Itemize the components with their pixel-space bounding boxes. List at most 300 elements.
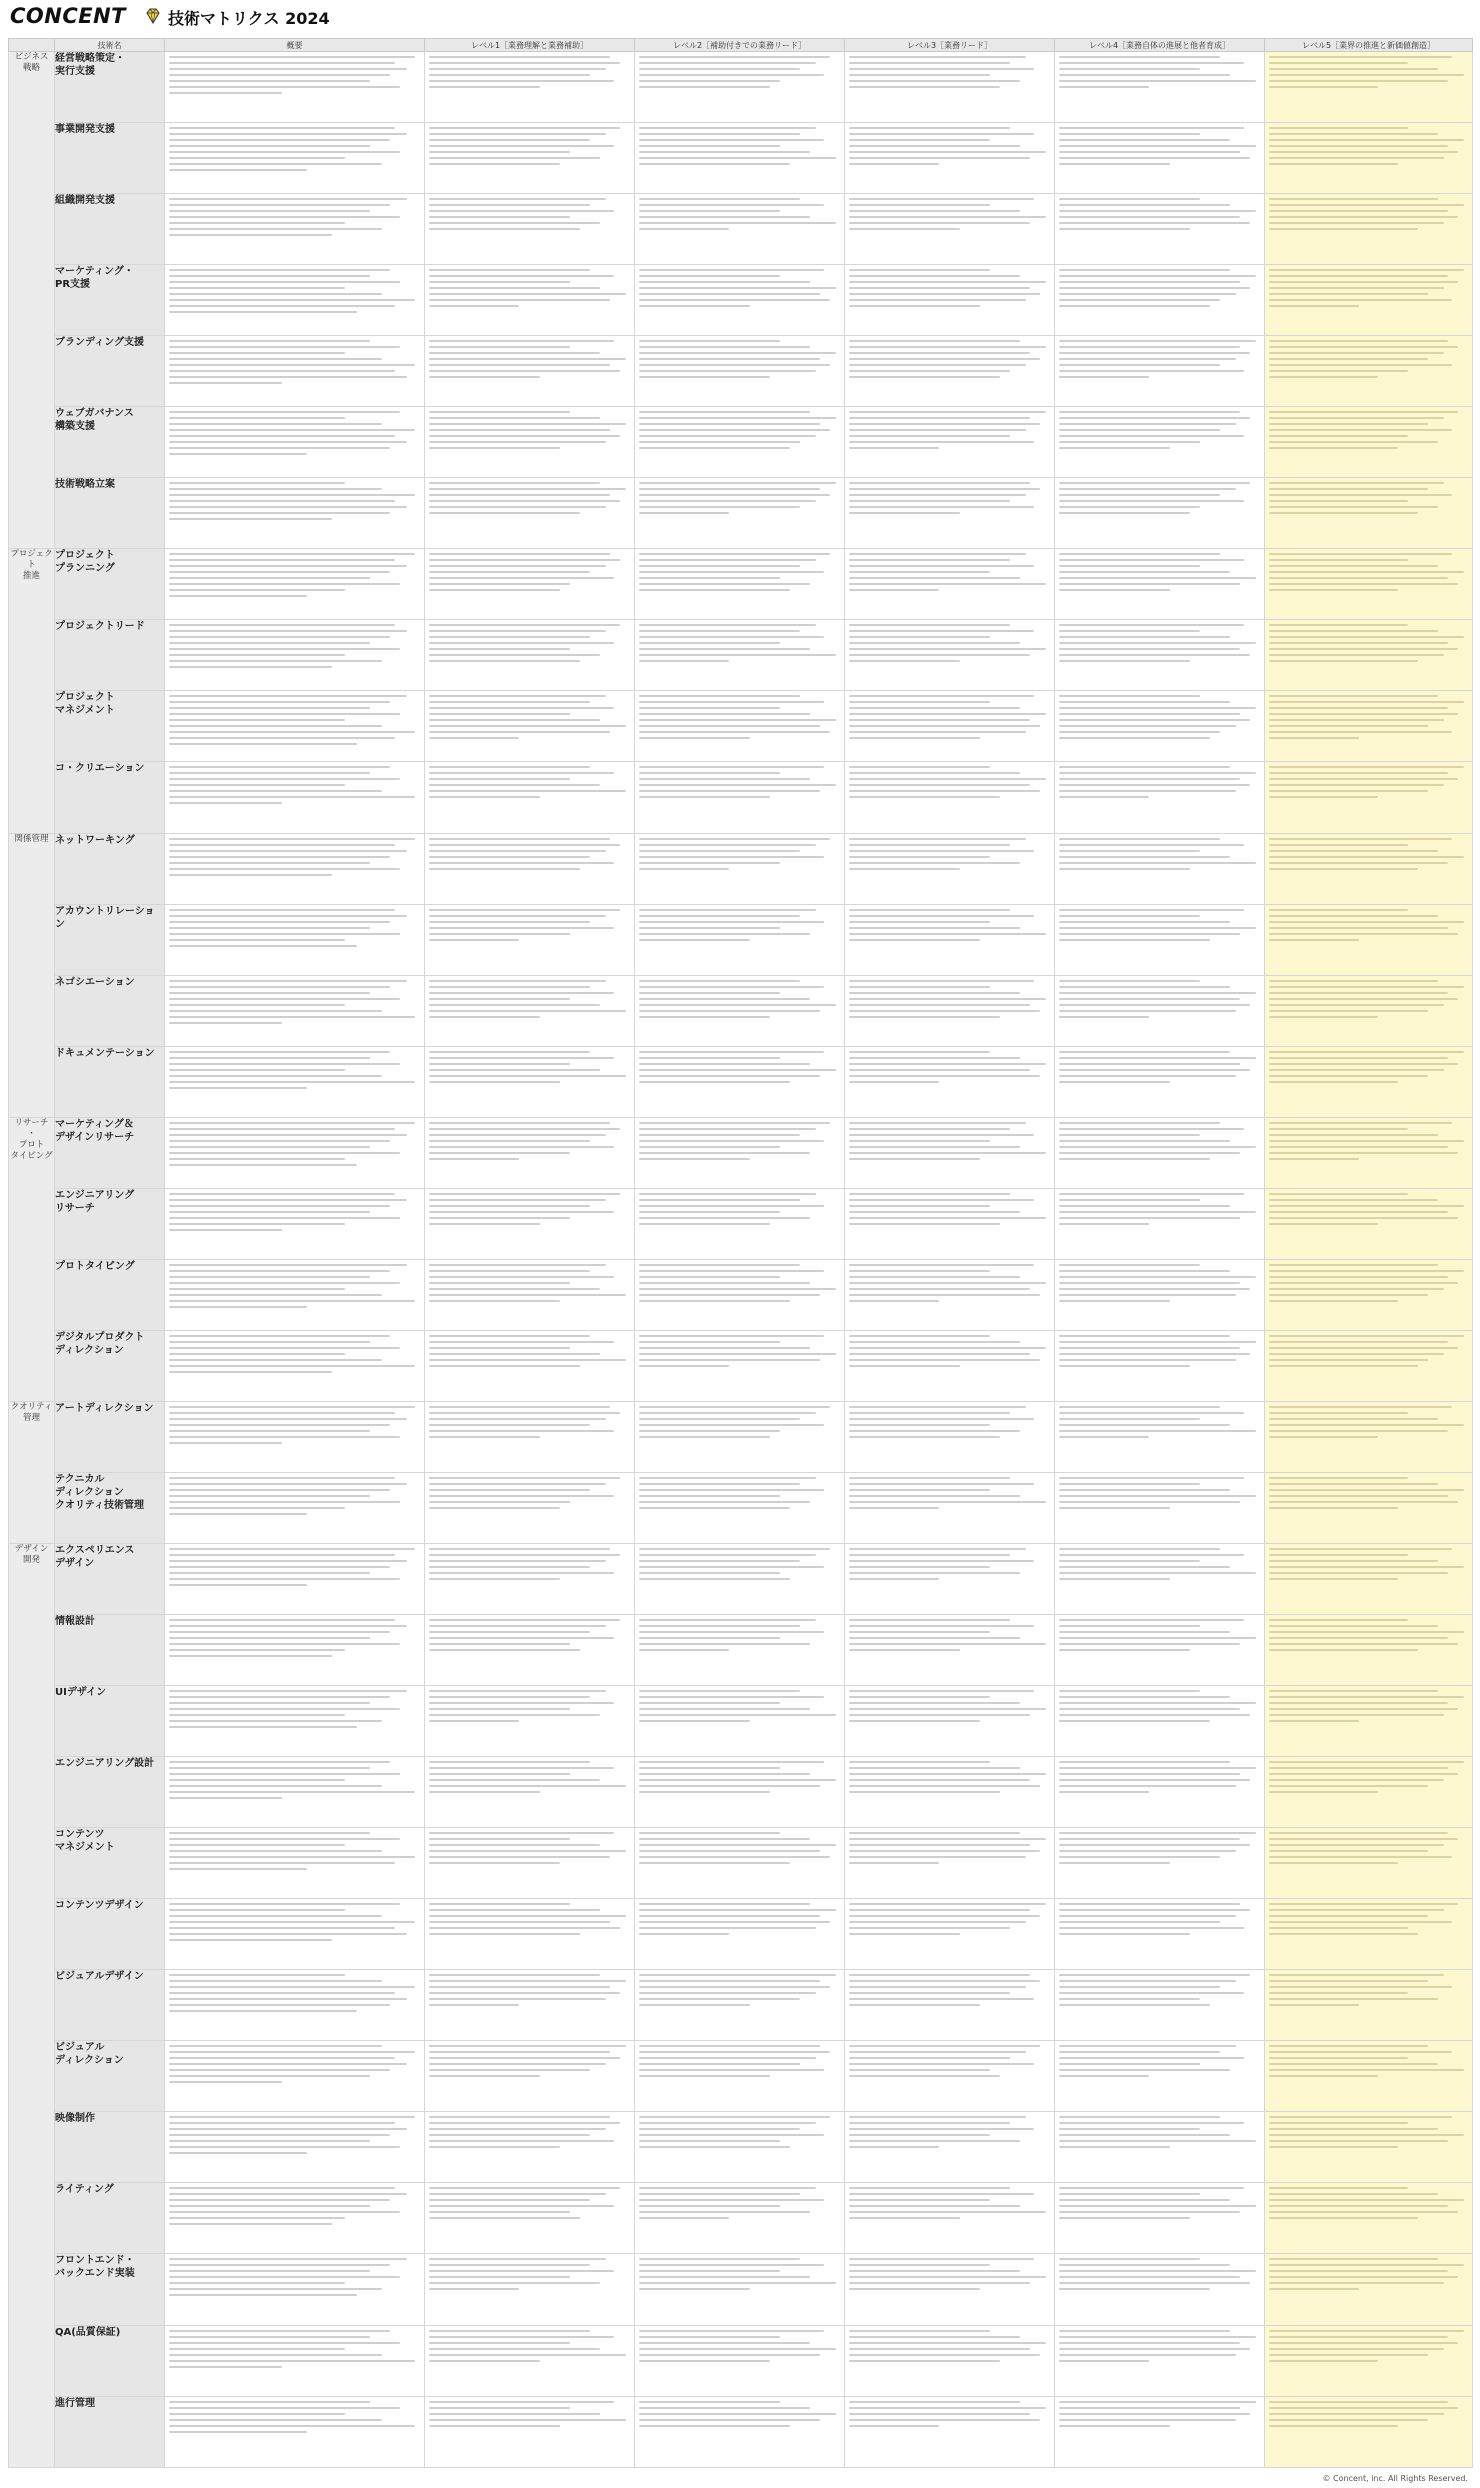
text-line	[1059, 1862, 1170, 1864]
text-line	[1269, 1282, 1458, 1284]
text-line	[639, 139, 824, 141]
text-line	[1269, 1051, 1464, 1053]
text-line	[169, 92, 282, 94]
text-line	[429, 435, 620, 437]
text-line	[1059, 1122, 1220, 1124]
text-line	[1269, 844, 1408, 846]
text-line	[639, 992, 780, 994]
text-line	[1059, 1270, 1230, 1272]
level-1-cell	[425, 904, 635, 975]
text-line	[169, 660, 382, 662]
text-line	[429, 1436, 540, 1438]
text-line	[639, 654, 836, 656]
text-line	[849, 2069, 990, 2071]
text-line	[639, 1122, 830, 1124]
skill-name-cell: UIデザイン	[55, 1686, 165, 1757]
level-5-cell	[1265, 1259, 1473, 1330]
table-row	[9, 691, 1473, 762]
text-line	[639, 1294, 820, 1296]
text-line	[1269, 589, 1398, 591]
text-line	[639, 2270, 780, 2272]
text-line	[169, 1986, 415, 1988]
text-line	[429, 370, 620, 372]
text-line	[1269, 1625, 1438, 1627]
text-line	[849, 2419, 1040, 2421]
text-line	[849, 1690, 1034, 1692]
text-line	[429, 500, 620, 502]
text-line	[1059, 737, 1210, 739]
level-3-cell	[845, 123, 1055, 194]
text-line	[1269, 482, 1444, 484]
skill-name-cell: フロントエンド・ バックエンド実装	[55, 2254, 165, 2325]
text-line	[1269, 1838, 1458, 1840]
text-line	[849, 1495, 1020, 1497]
header-row	[9, 39, 1473, 52]
level-5-cell	[1265, 1472, 1473, 1543]
level-3-cell	[845, 2254, 1055, 2325]
text-line	[429, 1767, 614, 1769]
text-line	[429, 1288, 600, 1290]
text-line	[169, 2217, 345, 2219]
text-line	[1269, 305, 1359, 307]
text-line	[429, 1282, 570, 1284]
column-header-level1: レベル1［業務理解と業務補助］	[425, 39, 635, 52]
text-line	[1269, 346, 1458, 348]
text-line	[429, 1974, 600, 1976]
text-line	[169, 1554, 395, 1556]
text-line	[1269, 1980, 1428, 1982]
text-line	[639, 719, 836, 721]
text-line	[1059, 127, 1244, 129]
text-line	[429, 411, 570, 413]
text-line	[639, 1010, 820, 1012]
text-line	[169, 2116, 415, 2118]
text-line	[1059, 1418, 1200, 1420]
level-1-cell	[425, 2112, 635, 2183]
text-line	[639, 1560, 800, 1562]
text-line	[639, 441, 800, 443]
text-line	[849, 1122, 1026, 1124]
text-line	[429, 1773, 570, 1775]
text-line	[639, 1548, 830, 1550]
level-3-cell	[845, 1615, 1055, 1686]
text-line	[429, 2360, 540, 2362]
text-line	[639, 293, 820, 295]
text-line	[1059, 1424, 1230, 1426]
text-line	[429, 1862, 560, 1864]
text-line	[429, 862, 614, 864]
text-line	[169, 346, 400, 348]
text-line	[169, 2146, 400, 2148]
text-line	[169, 1483, 407, 1485]
skill-name-cell: 事業開発支援	[55, 123, 165, 194]
text-line	[169, 281, 400, 283]
text-line	[169, 145, 370, 147]
text-line	[1269, 1424, 1464, 1426]
text-line	[169, 2419, 382, 2421]
table-row	[9, 1970, 1473, 2041]
text-line	[639, 1974, 836, 1976]
text-line	[1269, 1832, 1448, 1834]
text-line	[639, 56, 830, 58]
text-line	[1059, 1915, 1236, 1917]
text-line	[639, 2342, 810, 2344]
text-line	[169, 1714, 345, 1716]
text-line	[429, 1649, 580, 1651]
text-line	[639, 1347, 810, 1349]
text-line	[849, 1199, 1034, 1201]
level-3-cell	[845, 1401, 1055, 1472]
text-line	[1059, 1986, 1220, 1988]
text-line	[1059, 986, 1230, 988]
text-line	[169, 583, 400, 585]
text-line	[1269, 1365, 1418, 1367]
text-line	[639, 1779, 836, 1781]
skill-name-cell: QA(品質保証)	[55, 2325, 165, 2396]
text-line	[849, 1507, 939, 1509]
text-line	[849, 488, 1040, 490]
text-line	[429, 1010, 626, 1012]
text-line	[429, 630, 606, 632]
text-line	[1269, 376, 1378, 378]
text-line	[1269, 1921, 1452, 1923]
text-line	[1059, 494, 1220, 496]
level-5-cell	[1265, 123, 1473, 194]
text-line	[639, 2128, 800, 2130]
text-line	[1269, 2419, 1428, 2421]
overview-cell	[165, 975, 425, 1046]
level-2-cell	[635, 52, 845, 123]
text-line	[639, 1903, 810, 1905]
text-line	[1059, 1767, 1256, 1769]
text-line	[639, 909, 816, 911]
skill-name-cell: アートディレクション	[55, 1401, 165, 1472]
text-line	[849, 2342, 1046, 2344]
text-line	[639, 1365, 729, 1367]
text-line	[169, 2199, 390, 2201]
text-line	[169, 1655, 332, 1657]
text-line	[1059, 589, 1170, 591]
text-line	[639, 423, 820, 425]
text-line	[169, 2081, 282, 2083]
text-line	[1269, 731, 1452, 733]
domain-cell: ビジネス 戦略	[9, 52, 55, 549]
text-line	[639, 2336, 780, 2338]
text-line	[1269, 1998, 1438, 2000]
text-line	[639, 1016, 770, 1018]
level-1-cell	[425, 833, 635, 904]
text-line	[849, 210, 1020, 212]
text-line	[639, 1832, 780, 1834]
text-line	[1059, 1992, 1244, 1994]
text-line	[169, 802, 282, 804]
text-line	[849, 850, 1034, 852]
text-line	[639, 577, 780, 579]
text-line	[639, 1566, 824, 1568]
text-line	[429, 2128, 606, 2130]
text-line	[1269, 2134, 1464, 2136]
text-line	[849, 1193, 1010, 1195]
text-line	[1059, 719, 1250, 721]
text-line	[639, 766, 824, 768]
text-line	[1059, 1341, 1256, 1343]
text-line	[1269, 74, 1464, 76]
text-line	[1059, 1933, 1190, 1935]
text-line	[169, 636, 390, 638]
text-line	[169, 1702, 370, 1704]
text-line	[1059, 1223, 1149, 1225]
text-line	[1059, 1779, 1250, 1781]
level-2-cell	[635, 833, 845, 904]
level-1-cell	[425, 2254, 635, 2325]
text-line	[169, 856, 390, 858]
text-line	[169, 2413, 345, 2415]
level-2-cell	[635, 2396, 845, 2467]
text-line	[429, 2205, 614, 2207]
text-line	[639, 986, 824, 988]
text-line	[1269, 62, 1408, 64]
text-line	[849, 2146, 939, 2148]
text-line	[1269, 2425, 1398, 2427]
text-line	[169, 1625, 407, 1627]
text-line	[429, 80, 614, 82]
text-line	[1269, 1933, 1418, 1935]
level-4-cell	[1055, 1899, 1265, 1970]
text-line	[849, 133, 1034, 135]
text-line	[1059, 862, 1256, 864]
text-line	[169, 648, 400, 650]
skill-name-cell: 進行管理	[55, 2396, 165, 2467]
text-line	[169, 163, 382, 165]
level-4-cell	[1055, 691, 1265, 762]
text-line	[169, 1974, 345, 1976]
text-line	[849, 790, 1040, 792]
text-line	[639, 1631, 824, 1633]
text-line	[429, 204, 590, 206]
overview-cell	[165, 2325, 425, 2396]
text-line	[849, 927, 1020, 929]
diamond-icon	[144, 7, 162, 25]
text-line	[169, 1832, 370, 1834]
text-line	[169, 1495, 370, 1497]
text-line	[849, 921, 990, 923]
text-line	[169, 2270, 370, 2272]
text-line	[1059, 1353, 1250, 1355]
text-line	[849, 1359, 1040, 1361]
text-line	[1059, 1643, 1240, 1645]
text-line	[1059, 1010, 1236, 1012]
text-line	[849, 909, 1010, 911]
text-line	[639, 1063, 810, 1065]
text-line	[849, 86, 1000, 88]
skill-name-cell: プロジェクト マネジメント	[55, 691, 165, 762]
text-line	[429, 210, 614, 212]
text-line	[1059, 1791, 1149, 1793]
text-line	[1059, 417, 1250, 419]
text-line	[429, 1122, 610, 1124]
text-line	[1059, 2205, 1256, 2207]
text-line	[429, 127, 620, 129]
text-line	[849, 127, 1010, 129]
text-line	[429, 1211, 614, 1213]
text-line	[429, 281, 570, 283]
text-line	[849, 358, 1040, 360]
table-row	[9, 52, 1473, 123]
text-line	[1059, 2419, 1236, 2421]
text-line	[849, 1152, 1046, 1154]
level-4-cell	[1055, 123, 1265, 194]
text-line	[429, 850, 606, 852]
text-line	[429, 565, 606, 567]
text-line	[1059, 80, 1256, 82]
text-line	[639, 163, 790, 165]
text-line	[639, 1341, 780, 1343]
text-line	[429, 980, 606, 982]
text-line	[429, 772, 614, 774]
text-line	[639, 352, 836, 354]
text-line	[639, 1152, 810, 1154]
text-line	[429, 216, 570, 218]
text-line	[169, 139, 390, 141]
text-line	[849, 731, 1026, 733]
table-row	[9, 194, 1473, 265]
text-line	[849, 1217, 1046, 1219]
text-line	[169, 2288, 382, 2290]
text-line	[169, 1306, 307, 1308]
text-line	[169, 1797, 282, 1799]
level-4-cell	[1055, 1330, 1265, 1401]
text-line	[639, 1643, 810, 1645]
text-line	[1059, 939, 1210, 941]
text-line	[1059, 2401, 1256, 2403]
text-line	[849, 2063, 1034, 2065]
text-line	[169, 595, 307, 597]
text-line	[429, 423, 626, 425]
text-line	[169, 1282, 400, 1284]
text-line	[1059, 423, 1236, 425]
level-1-cell	[425, 1472, 635, 1543]
overview-cell	[165, 1046, 425, 1117]
level-5-cell	[1265, 833, 1473, 904]
text-line	[429, 1779, 600, 1781]
text-line	[1269, 784, 1444, 786]
text-line	[639, 1205, 824, 1207]
text-line	[639, 1791, 770, 1793]
text-line	[639, 856, 824, 858]
text-line	[169, 1359, 382, 1361]
skill-name-cell: 組織開発支援	[55, 194, 165, 265]
text-line	[169, 2069, 390, 2071]
company-logo: CONCENT	[10, 4, 126, 28]
text-line	[169, 1270, 390, 1272]
level-5-cell	[1265, 2325, 1473, 2396]
text-line	[1059, 1495, 1256, 1497]
text-line	[169, 986, 390, 988]
text-line	[429, 1702, 614, 1704]
text-line	[1059, 56, 1220, 58]
text-line	[429, 275, 614, 277]
text-line	[639, 287, 836, 289]
text-line	[849, 364, 1026, 366]
text-line	[1269, 2288, 1359, 2290]
text-line	[1269, 921, 1464, 923]
text-line	[429, 447, 560, 449]
text-line	[169, 293, 382, 295]
text-line	[849, 648, 1046, 650]
text-line	[849, 1300, 939, 1302]
text-line	[1059, 1276, 1256, 1278]
text-line	[1269, 222, 1444, 224]
text-line	[849, 695, 1034, 697]
text-line	[429, 2336, 614, 2338]
level-3-cell	[845, 265, 1055, 336]
text-line	[429, 713, 570, 715]
text-line	[1059, 2407, 1240, 2409]
text-line	[849, 2057, 1010, 2059]
text-line	[169, 1572, 370, 1574]
text-line	[1059, 796, 1149, 798]
text-line	[639, 1915, 820, 1917]
skill-name-cell: ドキュメンテーション	[55, 1046, 165, 1117]
text-line	[429, 998, 570, 1000]
text-line	[849, 1850, 1040, 1852]
text-line	[1059, 654, 1250, 656]
text-line	[429, 1856, 610, 1858]
text-line	[639, 980, 800, 982]
text-line	[639, 2051, 830, 2053]
text-line	[169, 157, 345, 159]
text-line	[1269, 778, 1458, 780]
skill-name-cell: エクスペリエンス デザイン	[55, 1543, 165, 1614]
text-line	[429, 868, 580, 870]
text-line	[1059, 868, 1190, 870]
text-line	[169, 2348, 345, 2350]
text-line	[1269, 986, 1464, 988]
text-line	[169, 1436, 400, 1438]
text-line	[429, 1696, 590, 1698]
overview-cell	[165, 620, 425, 691]
text-line	[169, 2276, 400, 2278]
text-line	[169, 364, 415, 366]
text-line	[639, 1998, 800, 2000]
text-line	[169, 2330, 390, 2332]
text-line	[1059, 2288, 1210, 2290]
text-line	[429, 766, 590, 768]
text-line	[1059, 1507, 1170, 1509]
text-line	[169, 725, 382, 727]
text-line	[169, 1992, 395, 1994]
text-line	[429, 553, 610, 555]
text-line	[639, 2004, 750, 2006]
level-3-cell	[845, 833, 1055, 904]
text-line	[169, 2063, 407, 2065]
text-line	[1059, 838, 1220, 840]
text-line	[849, 2128, 1034, 2130]
text-line	[1269, 80, 1448, 82]
text-line	[849, 68, 1034, 70]
text-line	[429, 992, 614, 994]
text-line	[639, 1134, 800, 1136]
text-line	[429, 1140, 590, 1142]
text-line	[1269, 577, 1448, 579]
text-line	[429, 2407, 570, 2409]
text-line	[639, 565, 800, 567]
text-line	[429, 1199, 606, 1201]
text-line	[169, 1069, 345, 1071]
text-line	[1269, 868, 1418, 870]
text-line	[429, 1909, 600, 1911]
text-line	[1269, 2258, 1438, 2260]
